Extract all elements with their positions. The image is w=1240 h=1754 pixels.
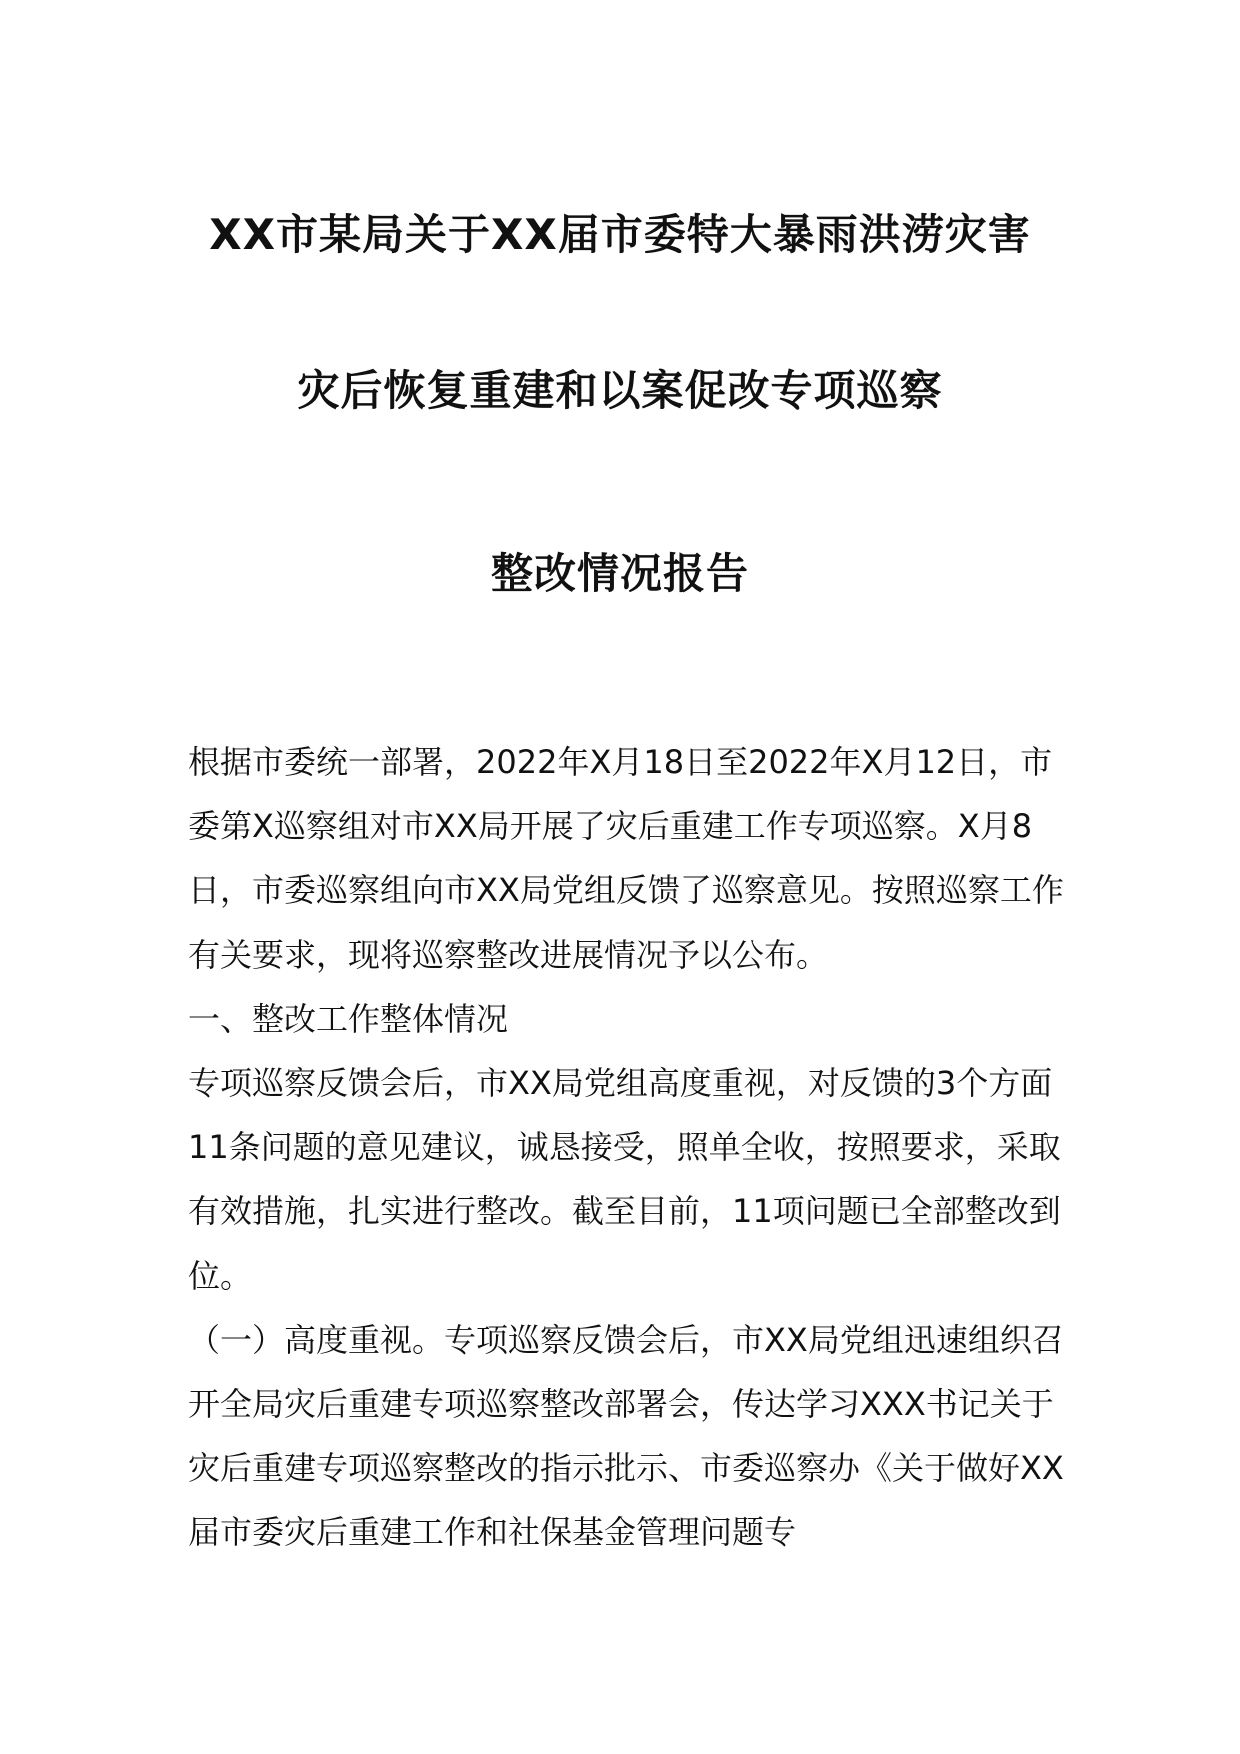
paragraph-overview: 专项巡察反馈会后，市XX局党组高度重视，对反馈的3个方面11条问题的意见建议，诚恳接受，照单全收，按照要求，采取有效措施，扎实进行整改。截至目前，11项问题已全部整改到位。 xyxy=(188,1064,1061,1295)
document-title-line-1: XX市某局关于XX届市委特大暴雨洪涝灾害 xyxy=(209,210,1031,259)
paragraph-high-attention: （一）高度重视。专项巡察反馈会后，市XX局党组迅速组织召开全局灾后重建专项巡察整改部署会，传达学习XXX书记关于灾后重建专项巡察整改的指示批示、市委巡察办《关于做好XX届市委灾后重建工作和社保基金管理问题专 xyxy=(188,1320,1064,1552)
section-heading-1: 一、整改工作整体情况 xyxy=(188,999,509,1038)
document-title-line-2: 灾后恢复重建和以案促改专项巡察 xyxy=(297,366,943,415)
document-body xyxy=(188,730,1068,1565)
document-title-line-3: 整改情况报告 xyxy=(490,549,749,598)
paragraph-intro: 根据市委统一部署，2022年X月18日至2022年X月12日，市委第X巡察组对市XX局开展了灾后重建工作专项巡察。X月8日，市委巡察组向市XX局党组反馈了巡察意见。按照巡察工作有关要求，现将巡察整改进展情况予以公布。 xyxy=(188,743,1064,974)
